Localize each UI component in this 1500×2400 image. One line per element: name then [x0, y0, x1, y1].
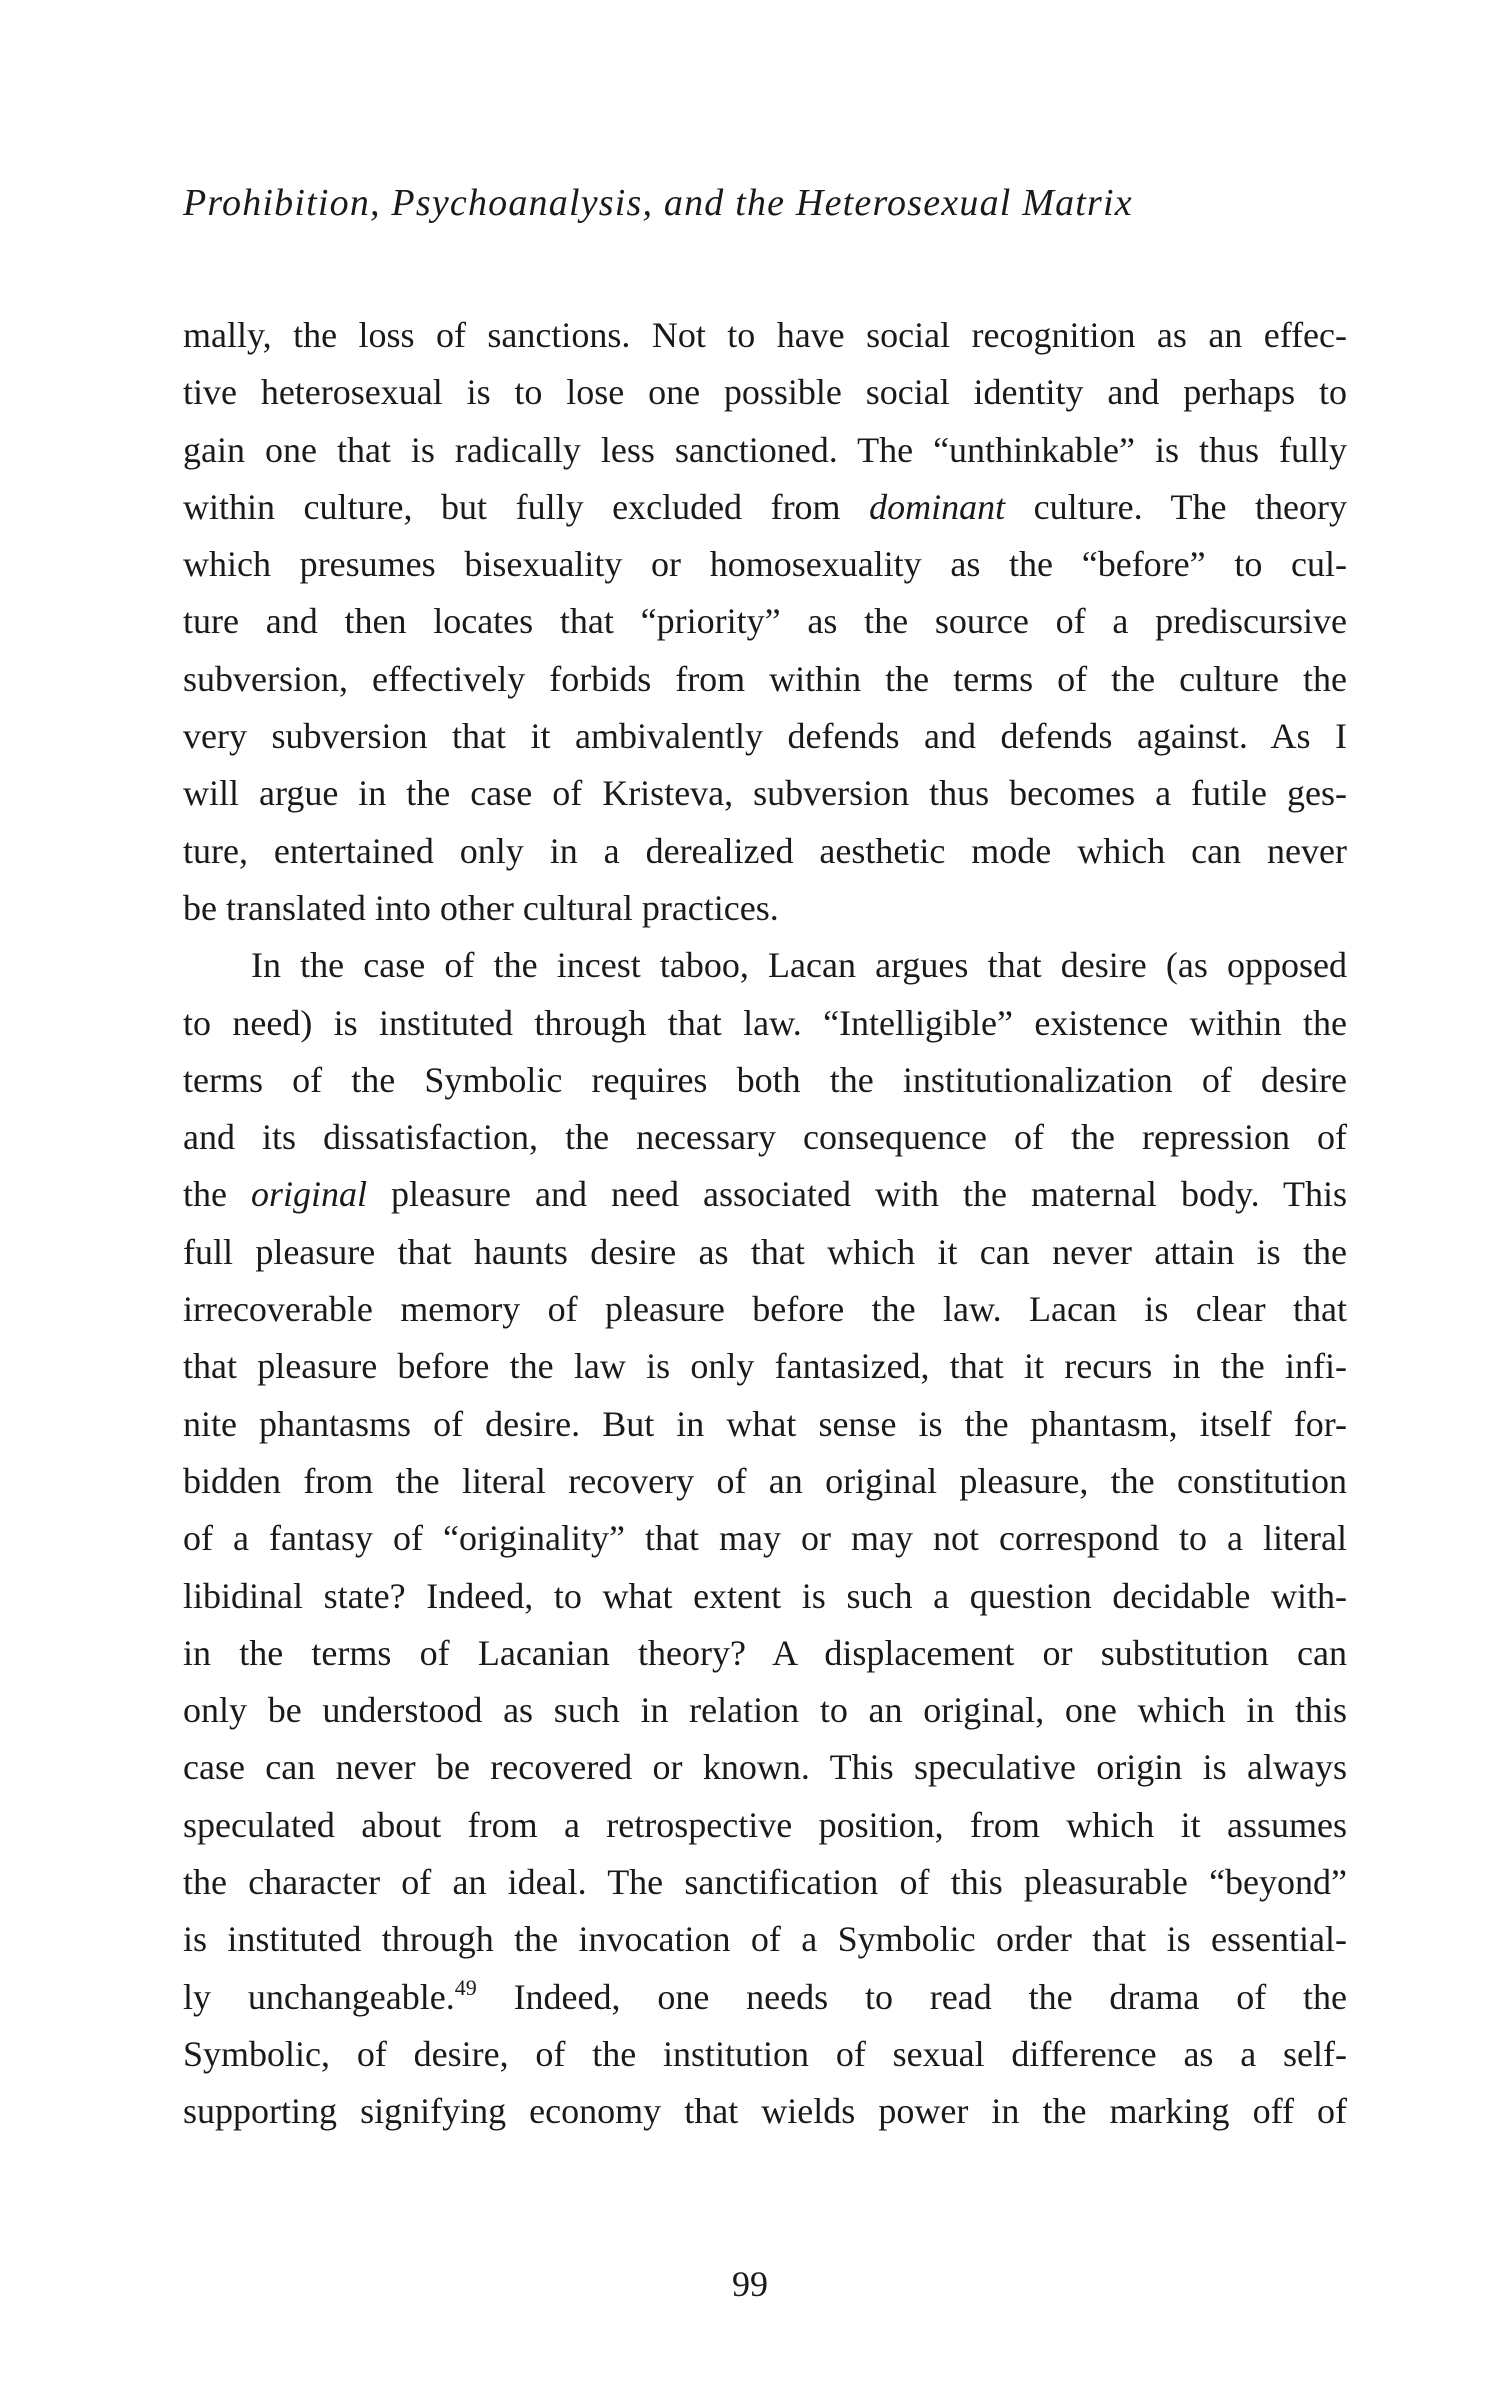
text-line: libidinal state? Indeed, to what extent is such a question decidable with-: [183, 1575, 1347, 1616]
text-line: to need) is instituted through that law. “Intelligible” existence within the: [183, 1002, 1347, 1043]
text-line: case can never be recovered or known. This speculative origin is always: [183, 1747, 1347, 1788]
text-line: mally, the loss of sanctions. Not to have social recognition as an effec-: [183, 315, 1347, 355]
text-line: bidden from the literal recovery of an original pleasure, the constitution: [183, 1460, 1347, 1501]
text-line: ture, entertained only in a derealized aesthetic mode which can never: [183, 830, 1347, 871]
text-line: and its dissatisfaction, the necessary consequence of the repression of: [183, 1117, 1347, 1158]
text-run: culture. The theory: [1005, 486, 1347, 527]
text-line: irrecoverable memory of pleasure before the law. Lacan is clear that: [183, 1289, 1347, 1330]
text-run: the: [183, 1174, 252, 1215]
text-line: is instituted through the invocation of a Symbolic order that is essential-: [183, 1919, 1347, 1960]
text-line: full pleasure that haunts desire as that which it can never attain is the: [183, 1231, 1347, 1272]
text-line: [183, 1166, 1347, 1223]
body-text: [183, 307, 1347, 2141]
text-line: gain one that is radically less sanctioned. The “unthinkable” is thus fully: [183, 429, 1347, 470]
text-line: [183, 479, 1347, 536]
page-number: 99: [732, 2264, 768, 2304]
text-line: tive heterosexual is to lose one possible social identity and perhaps to: [183, 372, 1347, 413]
text-run: pleasure and need associated with the maternal body. This: [367, 1174, 1348, 1215]
text-line: that pleasure before the law is only fantasized, that it recurs in the infi-: [183, 1346, 1347, 1387]
text-line: only be understood as such in relation to an original, one which in this: [183, 1690, 1347, 1731]
text-line: Symbolic, of desire, of the institution of sexual difference as a self-: [183, 2033, 1347, 2074]
text-run: within culture, but fully excluded from: [183, 486, 870, 527]
emphasis-original: original: [251, 1174, 368, 1215]
footnote-reference[interactable]: 49: [454, 1974, 477, 2000]
text-line: be translated into other cultural practices.: [183, 887, 779, 928]
text-line: ture and then locates that “priority” as the source of a prediscursive: [183, 601, 1347, 642]
text-line: the character of an ideal. The sanctification of this pleasurable “beyond”: [183, 1862, 1347, 1903]
text-line: of a fantasy of “originality” that may or may not correspond to a literal: [183, 1518, 1347, 1559]
text-run: ly unchangeable.: [183, 1976, 455, 2017]
text-run: Indeed, one needs to read the drama of the: [476, 1976, 1347, 2017]
paragraph-first-line: In the case of the incest taboo, Lacan argues that desire (as opposed: [251, 945, 1347, 986]
text-line: supporting signifying economy that wields power in the marking off of: [183, 2091, 1347, 2132]
text-line: subversion, effectively forbids from within the terms of the culture the: [183, 658, 1347, 699]
text-line: terms of the Symbolic requires both the institutionalization of desire: [183, 1059, 1347, 1100]
text-line: nite phantasms of desire. But in what sense is the phantasm, itself for-: [183, 1403, 1347, 1444]
text-line: which presumes bisexuality or homosexuality as the “before” to cul-: [183, 544, 1347, 585]
text-line: in the terms of Lacanian theory? A displacement or substitution can: [183, 1632, 1347, 1673]
text-line: very subversion that it ambivalently defends and defends against. As I: [183, 716, 1347, 757]
text-line: [183, 1969, 1347, 2026]
emphasis-dominant: dominant: [869, 486, 1006, 527]
text-line: speculated about from a retrospective position, from which it assumes: [183, 1804, 1347, 1845]
text-line: will argue in the case of Kristeva, subversion thus becomes a futile ges-: [183, 773, 1347, 814]
running-head: Prohibition, Psychoanalysis, and the Heterosexual Matrix: [183, 182, 1133, 224]
